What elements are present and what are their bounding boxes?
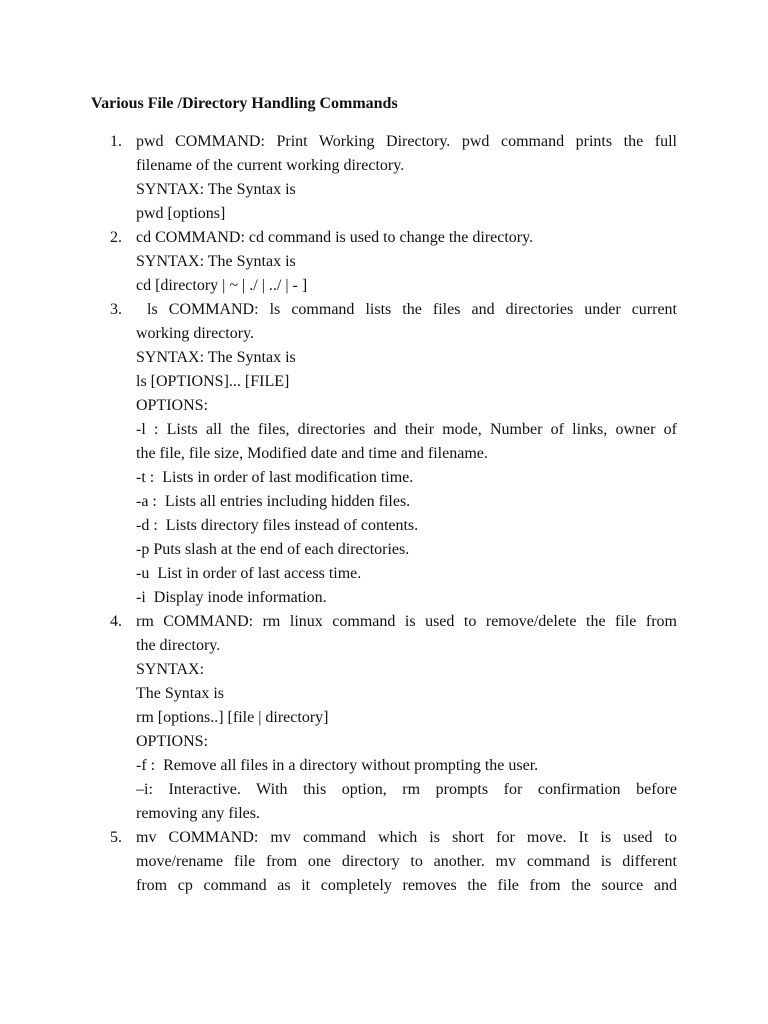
text-line: cd [directory | ~ | ./ | ../ | - ] [136, 277, 308, 294]
text-line: -i Display inode information. [136, 589, 327, 606]
text-line: -t : Lists in order of last modification time. [136, 469, 414, 486]
text-line: -a : Lists all entries including hidden files. [136, 493, 411, 510]
list-number: 3. [110, 301, 122, 318]
page-heading: Various File /Directory Handling Commands [91, 95, 398, 112]
text-line: SYNTAX: [136, 661, 205, 678]
text-line: working directory. [136, 325, 255, 342]
text-line: rm COMMAND: rm linux command is used to remove/delete the file from [136, 613, 677, 630]
list-number: 5. [110, 829, 122, 846]
text-line: mv COMMAND: mv command which is short for move. It is used to [136, 829, 677, 846]
text-line: -d : Lists directory files instead of contents. [136, 517, 419, 534]
text-line: rm [options..] [file | directory] [136, 709, 329, 726]
text-line: SYNTAX: The Syntax is [136, 181, 296, 198]
text-line: SYNTAX: The Syntax is [136, 253, 296, 270]
text-line: move/rename file from one directory to another. mv command is different [136, 853, 677, 870]
text-line: pwd [options] [136, 205, 226, 222]
text-line: OPTIONS: [136, 733, 209, 750]
list-item-text [136, 826, 677, 898]
list-item-ls [0, 298, 768, 610]
text-line: -p Puts slash at the end of each directories. [136, 541, 410, 558]
list-item-mv [0, 826, 768, 898]
list-item-text [136, 130, 677, 226]
list-number: 4. [110, 613, 122, 630]
text-line: filename of the current working directory. [136, 157, 405, 174]
list-item-rm [0, 610, 768, 826]
text-line: The Syntax is [136, 685, 224, 702]
text-line: the directory. [136, 637, 221, 654]
list-item-cd [0, 226, 768, 298]
text-line: ls [OPTIONS]... [FILE] [136, 373, 290, 390]
text-line: the file, file size, Modified date and time and filename. [136, 445, 488, 462]
text-line: pwd COMMAND: Print Working Directory. pwd command prints the full [136, 133, 677, 150]
text-line: -f : Remove all files in a directory without prompting the user. [136, 757, 539, 774]
list-number: 2. [110, 229, 122, 246]
text-line: from cp command as it completely removes the file from the source and [136, 877, 677, 894]
list-item-pwd [0, 130, 768, 226]
list-item-text [136, 226, 677, 298]
list-number: 1. [110, 133, 122, 150]
text-line: -u List in order of last access time. [136, 565, 362, 582]
text-line: -l : Lists all the files, directories and their mode, Number of links, owner of [136, 421, 677, 438]
text-line: OPTIONS: [136, 397, 209, 414]
command-list [0, 130, 768, 898]
list-item-text [136, 610, 677, 826]
list-item-text [136, 298, 677, 610]
text-line: removing any files. [136, 805, 260, 822]
text-line: ls COMMAND: ls command lists the files and directories under current [136, 301, 677, 318]
text-line: cd COMMAND: cd command is used to change the directory. [136, 229, 534, 246]
text-line: –i: Interactive. With this option, rm prompts for confirmation before [136, 781, 677, 798]
text-line: SYNTAX: The Syntax is [136, 349, 296, 366]
